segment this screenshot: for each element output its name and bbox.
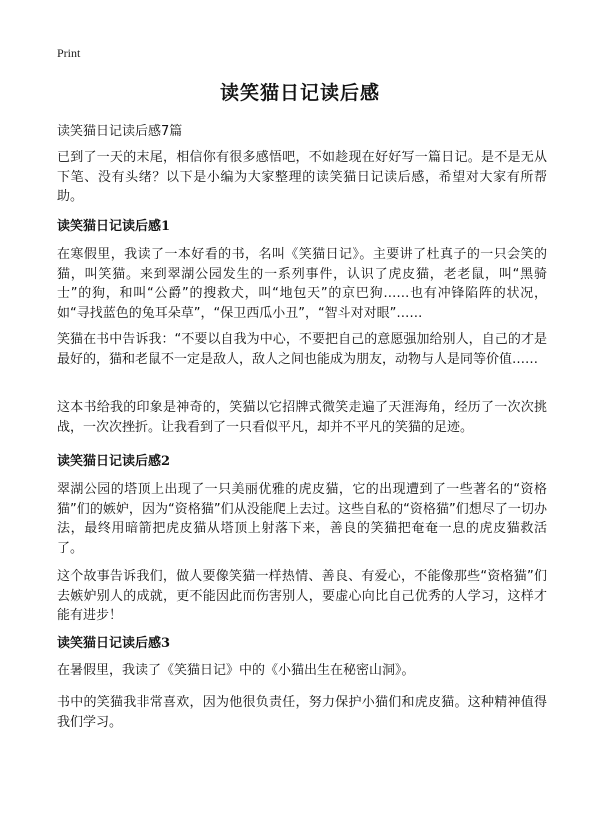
section-heading-2: 读笑猫日记读后感2 bbox=[57, 454, 171, 469]
section-1-paragraph-1: 在寒假里，我读了一本好看的书，名叫《笑猫日记》。主要讲了杜真子的一只会笑的猫，叫笑猫。来到翠湖公园发生的一系列事件，认识了虎皮猫，老老鼠，叫“黑骑士”的狗，和叫“公爵”的搜救犬，叫“地包天”的京巴狗……也有冲锋陷阵的状况，如“寻找蓝色的兔耳朵草”，“保卫西瓜小丑”，“智斗对对眼”…… bbox=[57, 247, 547, 321]
section-2-paragraph-2: 这个故事告诉我们，做人要像笑猫一样热情、善良、有爱心，不能像那些“资格猫”们去嫉妒别人的成就，更不能因此而伤害别人，要虚心向比自己优秀的人学习，这样才能有进步！ bbox=[57, 569, 547, 623]
print-label[interactable]: Print bbox=[57, 46, 81, 60]
section-3-paragraph-2: 书中的笑猫我非常喜欢，因为他很负责任，努力保护小猫们和虎皮猫。这种精神值得我们学习。 bbox=[57, 695, 547, 730]
section-3-paragraph-1: 在暑假里，我读了《笑猫日记》中的《小猫出生在秘密山洞》。 bbox=[57, 663, 415, 678]
document-subtitle: 读笑猫日记读后感7篇 bbox=[57, 124, 183, 139]
section-1-paragraph-3: 这本书给我的印象是神奇的，笑猫以它招牌式微笑走遍了天涯海角，经历了一次次挑战，一次次挫折。让我看到了一只看似平凡，却并不平凡的笑猫的足迹。 bbox=[57, 400, 547, 435]
section-heading-1: 读笑猫日记读后感1 bbox=[57, 219, 171, 234]
page-title: 读笑猫日记读后感 bbox=[219, 82, 380, 104]
intro-paragraph: 已到了一天的末尾，相信你有很多感悟吧，不如趁现在好好写一篇日记。是不是无从下笔、没有头绪？以下是小编为大家整理的读笑猫日记读后感，希望对大家有所帮助。 bbox=[57, 150, 547, 204]
section-1-paragraph-2: 笑猫在书中告诉我：“不要以自我为中心，不要把自己的意愿强加给别人，自己的才是最好的，猫和老鼠不一定是敌人，敌人之间也能成为朋友，动物与人是同等价值…… bbox=[57, 332, 547, 367]
section-heading-3: 读笑猫日记读后感3 bbox=[57, 636, 171, 651]
section-2-paragraph-1: 翠湖公园的塔顶上出现了一只美丽优雅的虎皮猫，它的出现遭到了一些著名的“资格猫”们的嫉妒，因为“资格猫”们从没能爬上去过。这些自私的“资格猫”们想尽了一切办法，最终用暗箭把虎皮猫从塔顶上射落下来，善良的笑猫把奄奄一息的虎皮猫救活了。 bbox=[57, 482, 547, 556]
